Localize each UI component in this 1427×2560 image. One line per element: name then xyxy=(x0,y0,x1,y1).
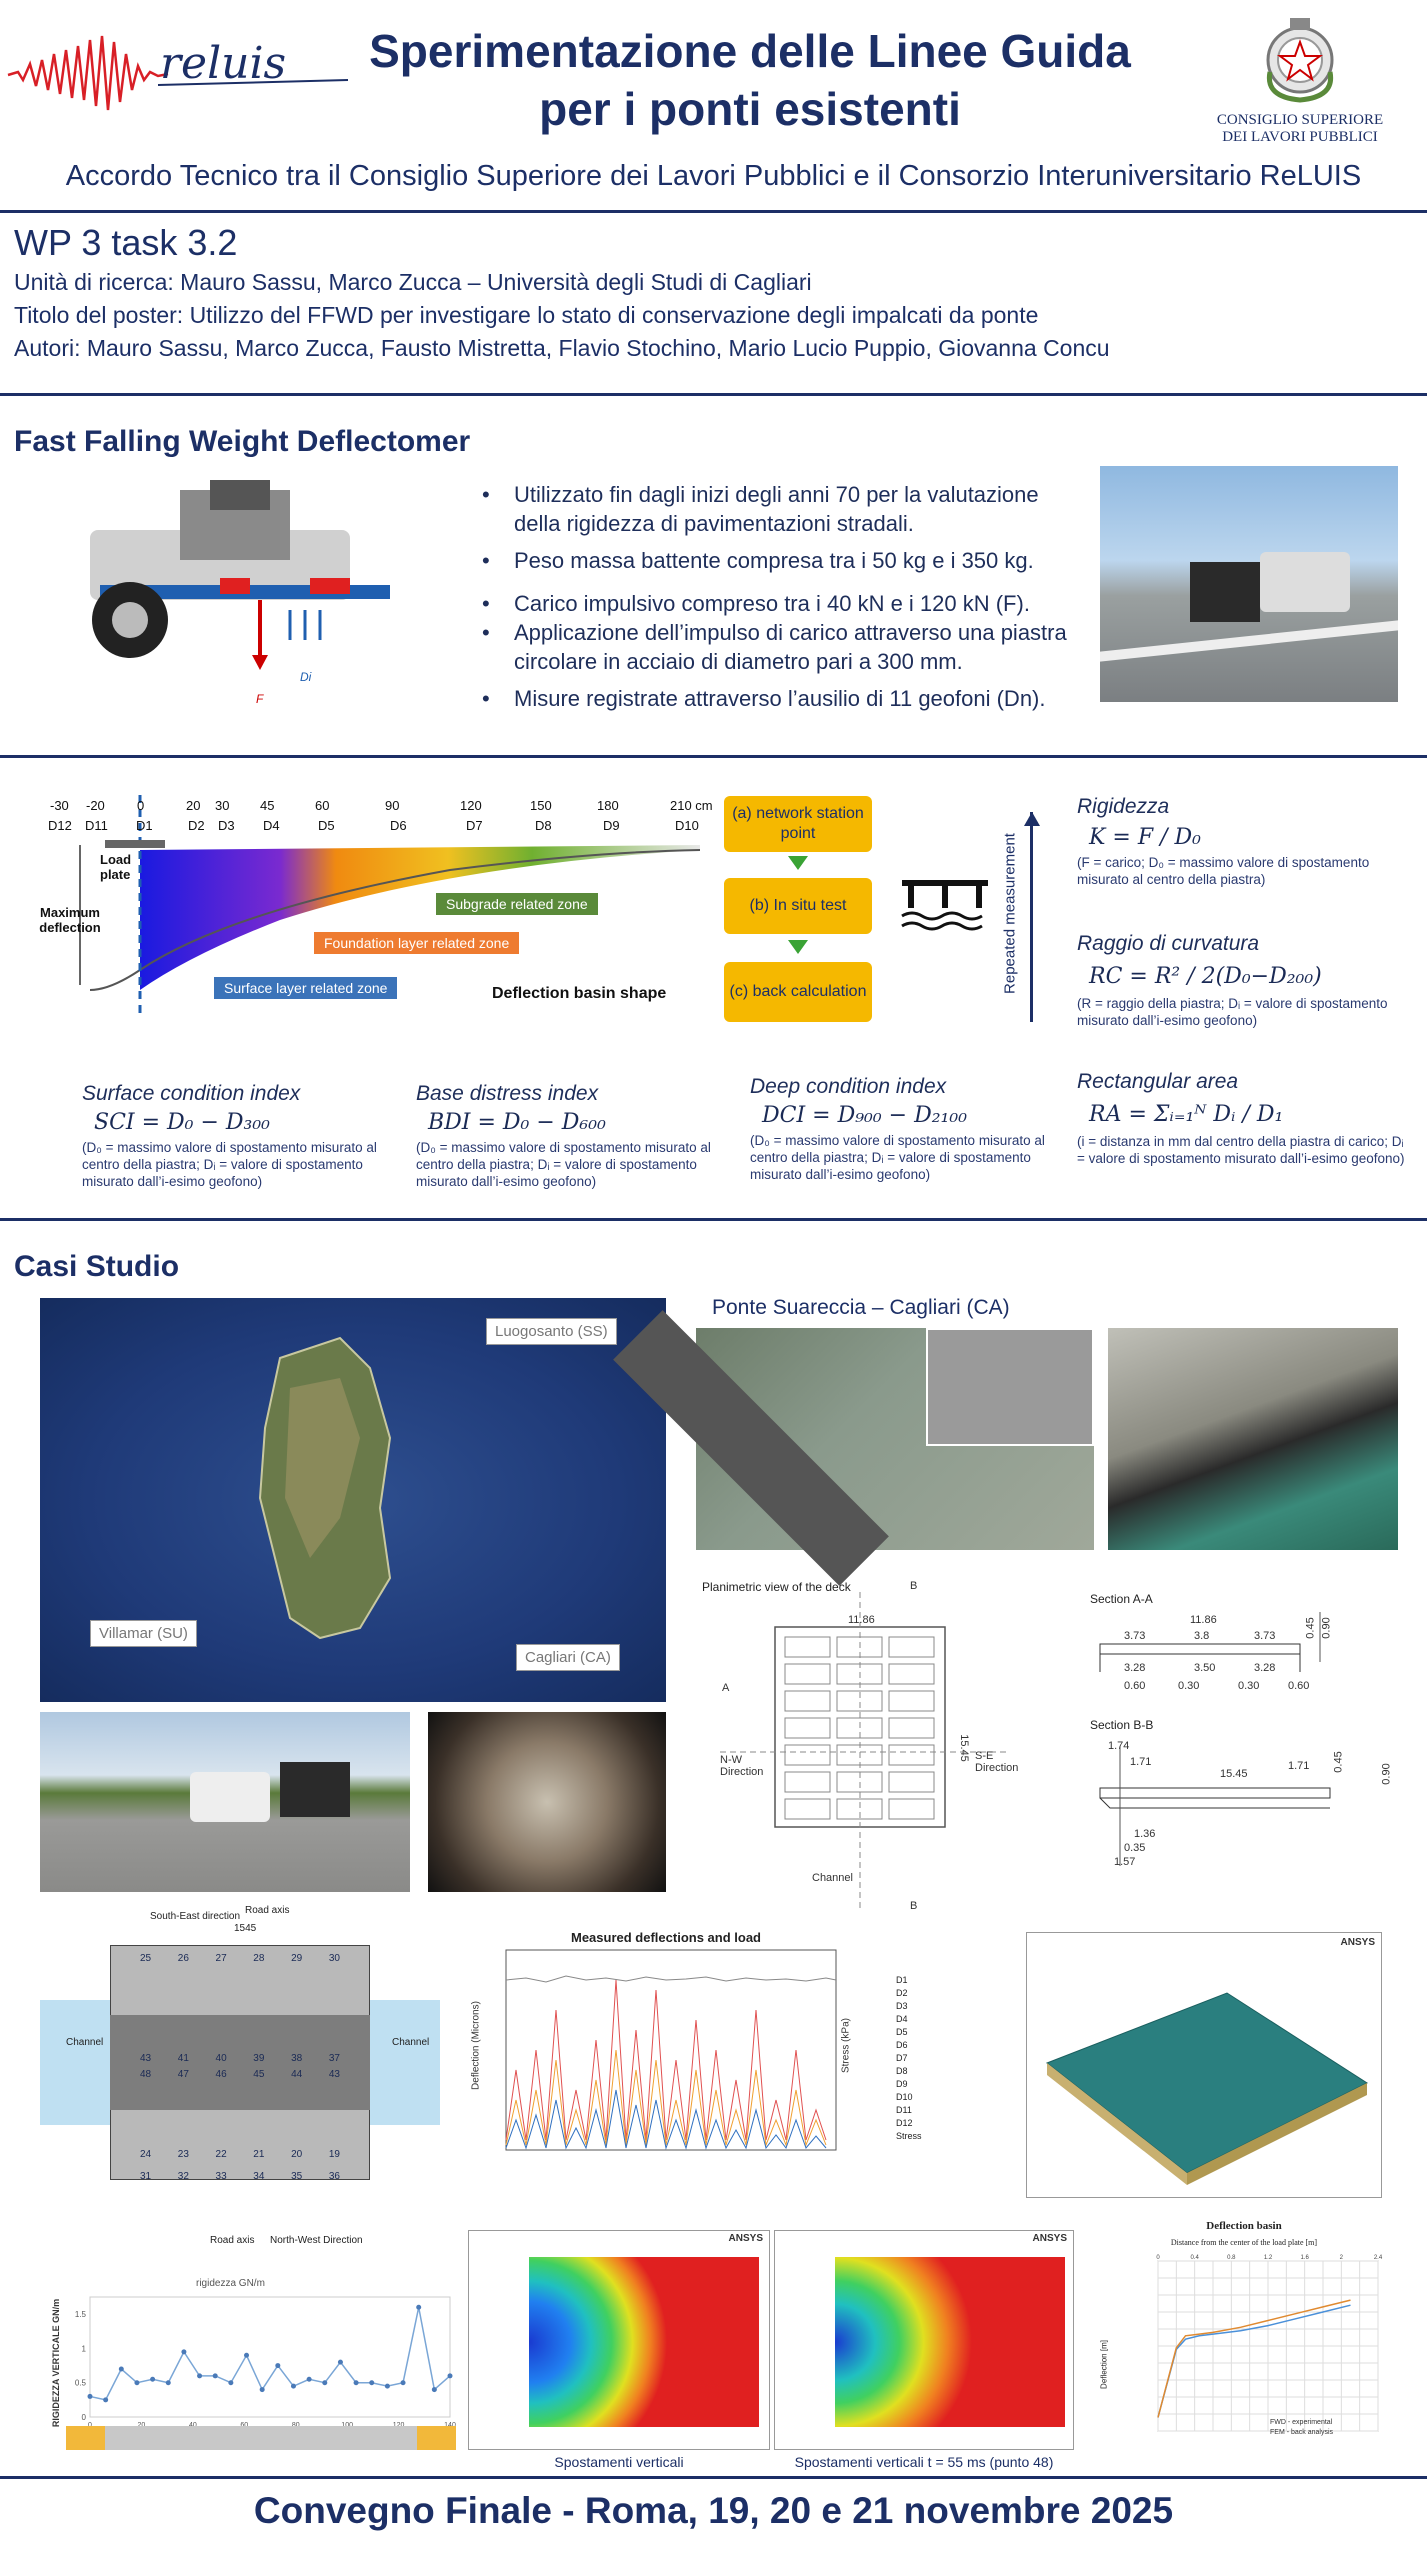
grid-point: 28 xyxy=(253,1953,265,1964)
basin-plot xyxy=(1134,2256,1384,2446)
data-point xyxy=(307,2377,312,2382)
index-formula: RA = Σᵢ₌₁ᴺ Dᵢ / D₁ xyxy=(1089,1102,1284,1127)
data-point xyxy=(275,2363,280,2368)
grid-point: 43 xyxy=(140,2053,152,2064)
index-note: (R = raggio della piastra; Dᵢ = valore di spostamento misurato dall’i-esimo geofono) xyxy=(1077,996,1388,1028)
grid-point: 48 xyxy=(140,2069,152,2080)
secB-dim: 1.36 xyxy=(1134,1828,1156,1840)
grid-point: 27 xyxy=(215,1953,227,1964)
y-tick-label: 1.5 xyxy=(74,2310,86,2320)
repeated-arrowhead-icon xyxy=(1024,812,1040,826)
dist-label: 150 xyxy=(530,798,552,813)
index-title: Raggio di curvatura xyxy=(1077,932,1260,955)
aerial-photo xyxy=(696,1328,1094,1550)
ffwd-bullets xyxy=(478,480,1078,713)
secA-dim: 0.60 xyxy=(1288,1680,1310,1692)
reluis-logo xyxy=(8,20,348,120)
x-tick-label: 2.4 xyxy=(1373,2255,1383,2261)
agreement-subtitle: Accordo Tecnico tra il Consiglio Superiore dei Lavori Pubblici e il Consorzio Interuniversitario ReLUIS xyxy=(65,160,1362,192)
grid-point: 32 xyxy=(177,2171,189,2182)
index-rectangular-area xyxy=(1077,1070,1407,1167)
grid-point: 22 xyxy=(215,2149,227,2160)
index-title: Deep condition index xyxy=(750,1075,947,1098)
index-title: Base distress index xyxy=(416,1082,599,1105)
secB-dim: 1.71 xyxy=(1288,1760,1310,1772)
index-note: (D₀ = massimo valore di spostamento misurato al centro della piastra; Dᵢ = valore di spostamento misurato dall’i-esimo geofono) xyxy=(82,1140,377,1189)
meas-legend xyxy=(896,1974,922,2143)
dist-label: 90 xyxy=(385,798,400,813)
grid-point: 23 xyxy=(177,2149,189,2160)
bridge-icon xyxy=(900,872,990,937)
dist-label: 0 xyxy=(137,798,145,813)
grid-point: 19 xyxy=(328,2149,340,2160)
divider xyxy=(0,393,1427,396)
grid-point: 36 xyxy=(328,2171,340,2182)
ffwd-title: Fast Falling Weight Deflectomer xyxy=(14,425,471,458)
legend-item: D8 xyxy=(896,2066,908,2076)
plan-dim-length: 15.45 xyxy=(957,1734,970,1762)
geo-label: D10 xyxy=(675,818,699,833)
ansys-label: ANSYS xyxy=(728,2233,763,2244)
grid-point: 47 xyxy=(177,2069,189,2080)
subgrade-zone: Subgrade related zone xyxy=(436,893,598,915)
index-bdi xyxy=(416,1082,736,1190)
grid-point: 25 xyxy=(140,1953,152,1964)
force-label: F xyxy=(256,692,264,706)
poster-title xyxy=(340,22,1160,138)
divider xyxy=(0,1218,1427,1221)
index-sci xyxy=(82,1082,402,1190)
ffwd-trailer-image xyxy=(60,470,400,710)
legend-item: D5 xyxy=(896,2027,908,2037)
plan-title: Planimetric view of the deck xyxy=(702,1580,851,1594)
geo-label: D8 xyxy=(535,818,552,833)
dist-label: 210 cm xyxy=(670,798,713,813)
fem-3d-model xyxy=(1026,1932,1382,2198)
data-point xyxy=(181,2349,186,2354)
republic-emblem-icon xyxy=(1260,12,1340,107)
rig-bridge-strip xyxy=(66,2426,456,2450)
max-deflection-label: Maximum deflection xyxy=(39,905,101,935)
ansys-label: ANSYS xyxy=(1340,1937,1375,1948)
grid-point: 37 xyxy=(328,2053,340,2064)
grid-point: 46 xyxy=(215,2069,227,2080)
dist-label: 30 xyxy=(215,798,230,813)
road-test-photo xyxy=(40,1712,410,1892)
secA-dim: 0.30 xyxy=(1238,1680,1260,1692)
secA-dim: 3.73 xyxy=(1124,1630,1146,1642)
underside-photo xyxy=(1108,1328,1398,1550)
data-point xyxy=(150,2377,155,2382)
section-bb-drawing xyxy=(1090,1716,1410,1876)
secB-dim: 1.71 xyxy=(1130,1756,1152,1768)
plan-dim-width: 11.86 xyxy=(848,1614,875,1626)
grid-point: 40 xyxy=(215,2053,227,2064)
foundation-zone: Foundation layer related zone xyxy=(314,932,519,954)
index-note: (F = carico; D₀ = massimo valore di spostamento misurato al centro della piastra) xyxy=(1077,855,1370,887)
y-tick-label: 0 xyxy=(81,2413,86,2422)
legend-item: Stress xyxy=(896,2131,922,2141)
legend-item: D11 xyxy=(896,2105,912,2115)
grid-point: 33 xyxy=(215,2171,227,2182)
grid-point: 24 xyxy=(140,2149,152,2160)
data-point xyxy=(103,2397,108,2402)
series-line xyxy=(1158,2305,1351,2417)
geo-label: D4 xyxy=(263,818,280,833)
grid-row xyxy=(140,1953,340,1964)
secA-dim: 0.90 xyxy=(1320,1617,1333,1639)
grid-se-label: South-East direction xyxy=(150,1911,241,1922)
secA-dim: 0.45 xyxy=(1304,1617,1317,1639)
section-aa-title: Section A-A xyxy=(1090,1592,1153,1606)
divider xyxy=(0,210,1427,213)
map-label-villamar: Villamar (SU) xyxy=(90,1620,197,1647)
secB-dim: 0.90 xyxy=(1380,1763,1393,1785)
map-label-cagliari: Cagliari (CA) xyxy=(516,1644,620,1671)
bullet-1: • Utilizzato fin dagli inizi degli anni 70 per la valutazione della rigidezza di pavimentazioni stradali. xyxy=(478,480,1078,538)
fem-caption-2: Spostamenti verticali t = 55 ms (punto 48) xyxy=(794,2454,1054,2470)
grid-point: 31 xyxy=(140,2171,152,2182)
reluis-wordmark: reluis xyxy=(160,38,287,89)
basin-chart-title: Deflection basin xyxy=(1206,2220,1282,2232)
data-point xyxy=(416,2305,421,2310)
x-tick-label: 1.2 xyxy=(1263,2255,1273,2261)
legend-item: D12 xyxy=(896,2118,913,2128)
grid-point: 41 xyxy=(177,2053,189,2064)
legend-item: D3 xyxy=(896,2001,908,2011)
secA-dim: 3.28 xyxy=(1254,1662,1276,1674)
legend-item: D1 xyxy=(896,1975,908,1985)
data-point xyxy=(244,2353,249,2358)
geo-label: D3 xyxy=(218,818,235,833)
rigidezza-chart xyxy=(46,2278,456,2458)
index-title: Rigidezza xyxy=(1077,795,1170,818)
secB-dim: 1.57 xyxy=(1114,1856,1136,1868)
info-block xyxy=(14,220,1414,365)
dist-label: 120 xyxy=(460,798,482,813)
secB-dim: 0.45 xyxy=(1332,1751,1345,1773)
geo-label: D2 xyxy=(188,818,205,833)
data-point xyxy=(448,2373,453,2378)
bridge-name: Ponte Suareccia – Cagliari (CA) xyxy=(712,1296,1010,1319)
geo-label: D9 xyxy=(603,818,620,833)
core-sample-photo xyxy=(428,1712,666,1892)
data-point xyxy=(432,2387,437,2392)
seal-text-1: CONSIGLIO SUPERIORE xyxy=(1216,112,1384,128)
plan-section-b-bottom: B xyxy=(910,1900,918,1912)
flow-back-calculation: (c) back calculation xyxy=(724,962,872,1022)
legend-item: D7 xyxy=(896,2053,908,2063)
legend-item: D4 xyxy=(896,2014,908,2024)
series-line xyxy=(90,2307,450,2400)
rig-plot xyxy=(66,2292,456,2422)
index-note: (i = distanza in mm dal centro della piastra di carico; Dᵢ = valore di spostamento misurato dall’i-esimo geofono) xyxy=(1077,1134,1405,1166)
geo-label: D1 xyxy=(136,818,153,833)
repeated-measurement-label: Repeated measurement xyxy=(1001,833,1019,994)
flow-insitu-test: (b) In situ test xyxy=(724,878,872,934)
secA-dim: 3.28 xyxy=(1124,1662,1146,1674)
grid-nw-label: North-West Direction xyxy=(270,2235,363,2246)
seal-text-2: DEI LAVORI PUBBLICI xyxy=(1222,129,1378,145)
geo-label: D6 xyxy=(390,818,407,833)
geo-label: D7 xyxy=(466,818,483,833)
grid-point: 44 xyxy=(291,2069,303,2080)
deflection-basin-chart xyxy=(1094,2220,1394,2460)
grid-point: 29 xyxy=(291,1953,303,1964)
basin-chart-ylabel: Deflection [m] xyxy=(1099,2340,1109,2389)
index-formula: DCI = D₉₀₀ − D₂₁₀₀ xyxy=(762,1103,968,1128)
repeated-arrow-icon xyxy=(1030,812,1033,1022)
legend-item: D9 xyxy=(896,2079,908,2089)
dist-label: 180 xyxy=(597,798,619,813)
grid-point: 45 xyxy=(253,2069,265,2080)
meas-ylabel: Deflection (Microns) xyxy=(470,2001,482,2090)
footer-event: Convegno Finale - Roma, 19, 20 e 21 novembre 2025 xyxy=(253,2490,1174,2531)
y-tick-label: 1 xyxy=(81,2344,86,2354)
divider xyxy=(0,755,1427,758)
secA-dim: 0.30 xyxy=(1178,1680,1200,1692)
index-dci xyxy=(750,1075,1070,1183)
secB-dim: 15.45 xyxy=(1220,1768,1248,1780)
grid-channel-left: Channel xyxy=(66,2037,104,2048)
y-tick-label: 0.5 xyxy=(74,2378,86,2388)
data-point xyxy=(134,2380,139,2385)
index-rigidezza xyxy=(1077,795,1407,888)
data-point xyxy=(369,2380,374,2385)
legend-item: D10 xyxy=(896,2092,913,2102)
index-raggio xyxy=(1077,932,1407,1029)
index-formula: RC = R² / 2(D₀−D₂₀₀) xyxy=(1089,964,1322,989)
x-tick-label: 0 xyxy=(1156,2255,1160,2261)
data-point xyxy=(213,2373,218,2378)
series-line xyxy=(1158,2300,1351,2417)
plan-section-a-left: A xyxy=(722,1682,730,1694)
plan-section-b-top: B xyxy=(910,1580,918,1592)
index-formula: K = F / D₀ xyxy=(1089,825,1201,850)
fem-contour-2 xyxy=(774,2230,1074,2450)
secB-dim: 0.35 xyxy=(1124,1842,1146,1854)
test-point-grid xyxy=(40,1905,440,2245)
secA-dim: 11.86 xyxy=(1190,1614,1217,1626)
dist-label: 45 xyxy=(260,798,275,813)
basin-legend xyxy=(1270,2418,1333,2438)
data-point xyxy=(322,2380,327,2385)
case-studies-title: Casi Studio xyxy=(14,1250,180,1283)
plan-channel: Channel xyxy=(812,1872,853,1884)
title-line1: Sperimentazione delle Linee Guida xyxy=(369,25,1131,77)
bullet-5: • Misure registrate attraverso l’ausilio di 11 geofoni (Dn). xyxy=(478,684,1078,713)
rig-chart-ylabel: RIGIDEZZA VERTICALE GN/m xyxy=(51,2298,61,2428)
grid-point: 35 xyxy=(291,2171,303,2182)
x-tick-label: 0.4 xyxy=(1190,2255,1199,2261)
x-tick-label: 1.6 xyxy=(1300,2255,1309,2261)
legend-item: D6 xyxy=(896,2040,908,2050)
authors: Autori: Mauro Sassu, Marco Zucca, Fausto Mistretta, Flavio Stochino, Mario Lucio Puppio, Giovanna Concu xyxy=(14,335,1110,361)
grid-point: 26 xyxy=(177,1953,189,1964)
grid-row xyxy=(140,2053,340,2064)
grid-row xyxy=(140,2069,340,2080)
rig-chart-title: rigidezza GN/m xyxy=(196,2278,265,2289)
legend-item: FEM - back analysis xyxy=(1270,2429,1334,2436)
secA-dim: 0.60 xyxy=(1124,1680,1146,1692)
grid-total-length: 1545 xyxy=(234,1923,257,1934)
legend-item: D2 xyxy=(896,1988,908,1998)
data-point xyxy=(385,2384,390,2389)
grid-point: 30 xyxy=(328,1953,340,1964)
bullet-4: • Applicazione dell’impulso di carico attraverso una piastra circolare in acciaio di diametro pari a 300 mm. xyxy=(478,618,1078,676)
data-point xyxy=(260,2387,265,2392)
surface-zone: Surface layer related zone xyxy=(214,977,397,999)
fem-caption-1: Spostamenti verticali xyxy=(554,2454,684,2470)
data-point xyxy=(401,2380,406,2385)
load-plate-label: Load plate xyxy=(100,852,132,882)
grid-row xyxy=(140,2171,340,2182)
geophone-label: Di xyxy=(300,670,312,684)
grid-point: 39 xyxy=(253,2053,265,2064)
data-point xyxy=(354,2380,359,2385)
secA-dim: 3.8 xyxy=(1194,1630,1210,1642)
bullet-2: • Peso massa battente compresa tra i 50 kg e i 350 kg. xyxy=(478,546,1078,575)
secA-dim: 3.73 xyxy=(1254,1630,1276,1642)
grid-point: 34 xyxy=(253,2171,265,2182)
index-title: Rectangular area xyxy=(1077,1070,1239,1093)
bullet-3: • Carico impulsivo compreso tra i 40 kN e i 120 kN (F). xyxy=(478,589,1078,618)
grid-point: 38 xyxy=(291,2053,303,2064)
index-note: (D₀ = massimo valore di spostamento misurato al centro della piastra; Dᵢ = valore di spostamento misurato dall’i-esimo geofono) xyxy=(750,1133,1045,1182)
data-point xyxy=(88,2394,93,2399)
data-point xyxy=(197,2373,202,2378)
poster-subject: Titolo del poster: Utilizzo del FFWD per investigare lo stato di conservazione degli impalcati da ponte xyxy=(14,302,1039,328)
secA-dim: 3.50 xyxy=(1194,1662,1216,1674)
meas-y2label: Stress (kPa) xyxy=(840,2018,852,2074)
basin-shape-label: Deflection basin shape xyxy=(492,985,667,1002)
grid-row xyxy=(140,2149,340,2160)
wp-label: WP 3 task 3.2 xyxy=(14,222,238,263)
grid-point: 43 xyxy=(328,2069,340,2080)
research-unit: Unità di ricerca: Mauro Sassu, Marco Zucca – Università degli Studi di Cagliari xyxy=(14,269,812,295)
geo-label: D12 xyxy=(48,818,72,833)
section-bb-title: Section B-B xyxy=(1090,1718,1154,1732)
dist-label: -30 xyxy=(50,798,69,813)
plan-drawing xyxy=(700,1572,1030,1922)
legend-item: FWD - experimental xyxy=(1270,2419,1333,2426)
plot-frame xyxy=(90,2297,450,2417)
divider xyxy=(0,2476,1427,2479)
grid-point: 20 xyxy=(291,2149,303,2160)
dist-label: 20 xyxy=(186,798,201,813)
data-point xyxy=(228,2380,233,2385)
index-formula: SCI = D₀ − D₃₀₀ xyxy=(94,1110,270,1135)
ansys-label: ANSYS xyxy=(1032,2233,1067,2244)
grid-point: 21 xyxy=(253,2149,265,2160)
data-point xyxy=(291,2384,296,2389)
data-point xyxy=(338,2360,343,2365)
title-line2: per i ponti esistenti xyxy=(539,83,961,135)
data-point xyxy=(119,2367,124,2372)
measured-deflections-chart xyxy=(466,1930,946,2190)
plan-se: S-E Direction xyxy=(975,1750,1019,1774)
flow-arrow-icon xyxy=(788,856,808,870)
grid-channel-right: Channel xyxy=(392,2037,430,2048)
map-label-luogosanto: Luogosanto (SS) xyxy=(486,1318,617,1345)
geo-label: D11 xyxy=(85,818,108,833)
seal-logo xyxy=(1190,12,1410,152)
dist-label: -20 xyxy=(86,798,105,813)
grid-road-axis-bottom: Road axis xyxy=(210,2235,255,2246)
fem-contour-1 xyxy=(468,2230,770,2450)
grid-road-axis-top: Road axis xyxy=(245,1905,290,1916)
flow-network-station: (a) network station point xyxy=(724,796,872,852)
index-title: Surface condition index xyxy=(82,1082,301,1105)
plan-nw: N-W Direction xyxy=(720,1754,764,1778)
basin-distance-labels xyxy=(30,798,730,838)
dist-label: 60 xyxy=(315,798,330,813)
section-aa-drawing xyxy=(1090,1572,1410,1702)
ffwd-road-photo xyxy=(1100,466,1398,702)
geo-label: D5 xyxy=(318,818,335,833)
meas-chart-title: Measured deflections and load xyxy=(571,1930,761,1945)
basin-chart-xlabel: Distance from the center of the load plate [m] xyxy=(1170,2238,1318,2247)
x-tick-label: 2 xyxy=(1339,2255,1344,2261)
secB-dim: 1.74 xyxy=(1108,1740,1130,1752)
flow-arrow-icon xyxy=(788,940,808,954)
sardinia-map xyxy=(40,1298,666,1702)
index-note: (D₀ = massimo valore di spostamento misurato al centro della piastra; Dᵢ = valore di spostamento misurato dall’i-esimo geofono) xyxy=(416,1140,711,1189)
data-point xyxy=(166,2380,171,2385)
x-tick-label: 0.8 xyxy=(1227,2255,1236,2261)
index-formula: BDI = D₀ − D₆₀₀ xyxy=(428,1110,606,1135)
